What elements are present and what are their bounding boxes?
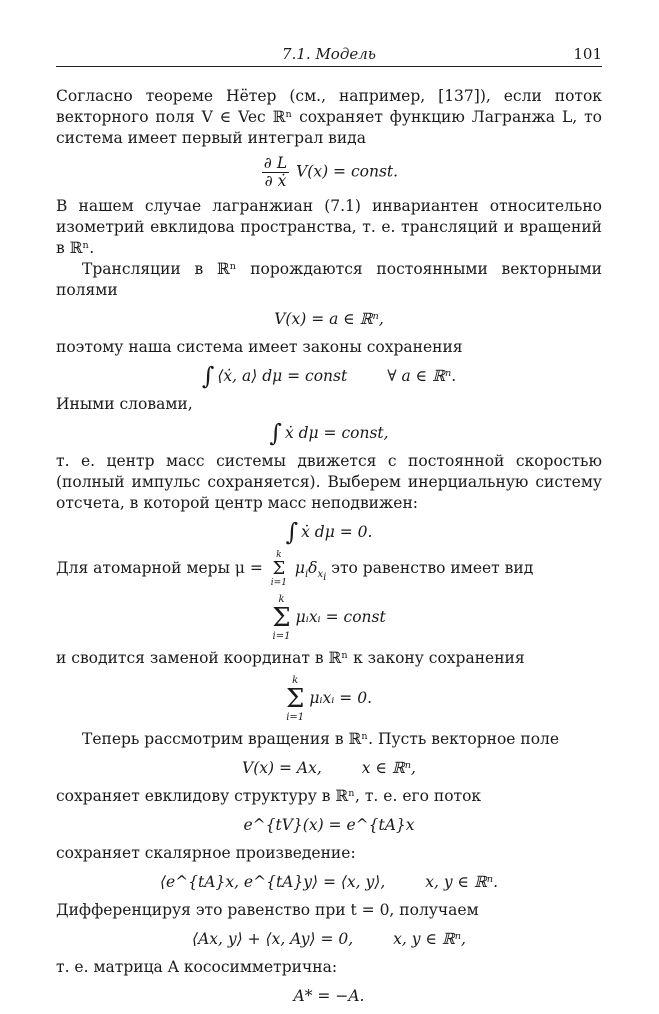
atomic-measure-term: $\mu_i\delta_{x_i}$ xyxy=(294,559,327,584)
formula-derivative xyxy=(56,927,602,951)
formula-integral-momentum xyxy=(56,364,602,388)
integral-sign: ∫ xyxy=(269,419,282,447)
formula-first-integral-rest: V(x) = const. xyxy=(296,162,399,181)
formula-constant-field: V(x) = a ∈ ℝⁿ, xyxy=(274,310,384,328)
formula-integral-momentum-left: ⟨ẋ, a⟩ dμ = const xyxy=(217,367,348,385)
paragraph-isometries: В нашем случае лагранжиан (7.1) инвариантен относительно изометрий евклидова пространства, т. е. трансляций и вращений в ℝⁿ. xyxy=(56,197,602,257)
atomic-measure-text-b: это равенство имеет вид xyxy=(331,559,534,577)
page-number: 101 xyxy=(573,45,602,63)
paragraph-euclidean-structure: сохраняет евклидову структуру в ℝⁿ, т. е. его поток xyxy=(56,787,482,805)
section-title: 7.1. Модель xyxy=(282,45,376,63)
paragraph-center-of-mass: т. е. центр масс системы движется с постоянной скоростью (полный импульс сохраняется). Выберем инерциальную систему отсчета, в которой центр масс неподвижен: xyxy=(56,452,602,512)
integral-sign: ∫ xyxy=(285,518,299,546)
formula-discrete-center xyxy=(56,675,602,723)
formula-total-momentum-body: ẋ dμ = const, xyxy=(284,424,389,442)
fraction-dl-dxdot: $\frac{\partial L}{\text{∂ ẋ}}$ xyxy=(263,154,288,190)
sum-sign: k Σ i=1 xyxy=(285,675,305,723)
inline-sum: k Σ i=1 xyxy=(270,550,287,588)
formula-flow: e^{tV}(x) = e^{tA}x xyxy=(243,816,415,834)
paragraph-atomic-measure xyxy=(56,550,602,588)
paragraph-in-other-words: Иными словами, xyxy=(56,395,193,413)
paragraph-translations: Трансляции в ℝⁿ порождаются постоянными векторными полями xyxy=(56,260,602,299)
formula-discrete-momentum xyxy=(56,594,602,642)
page-body xyxy=(56,86,602,1014)
formula-integral-momentum-right: ∀ a ∈ ℝⁿ. xyxy=(387,367,457,385)
formula-linear-field xyxy=(56,756,602,780)
formula-first-integral xyxy=(56,155,602,190)
formula-inner-product xyxy=(56,870,602,894)
atomic-measure-text-a: Для атомарной меры μ = xyxy=(56,559,263,577)
formula-zero-momentum xyxy=(56,520,602,544)
paragraph-scalar-product: сохраняет скалярное произведение: xyxy=(56,844,356,862)
paragraph-differentiating: Дифференцируя это равенство при t = 0, получаем xyxy=(56,901,479,919)
formula-derivative-left: ⟨Ax, y⟩ + ⟨x, Ay⟩ = 0, xyxy=(192,930,354,948)
formula-linear-field-left: V(x) = Ax, xyxy=(242,759,322,777)
paragraph-conservation: поэтому наша система имеет законы сохранения xyxy=(56,338,463,356)
formula-discrete-center-body: μᵢxᵢ = 0. xyxy=(309,689,372,707)
formula-skew: A* = −A. xyxy=(293,987,365,1005)
formula-linear-field-right: x ∈ ℝⁿ, xyxy=(361,759,416,777)
paragraph-noether: Согласно теореме Нётер (см., например, [137]), если поток векторного поля V ∈ Vec ℝⁿ сохраняет функцию Лагранжа L, то система имеет первый интеграл вида xyxy=(56,87,602,147)
sum-sign: k Σ i=1 xyxy=(272,594,291,642)
formula-total-momentum xyxy=(56,421,602,445)
formula-derivative-right: x, y ∈ ℝⁿ, xyxy=(393,930,466,948)
formula-zero-momentum-body: ẋ dμ = 0. xyxy=(301,523,373,541)
integral-sign: ∫ xyxy=(201,362,215,390)
formula-inner-product-left: ⟨e^{tA}x, e^{tA}y⟩ = ⟨x, y⟩, xyxy=(159,873,386,891)
formula-inner-product-right: x, y ∈ ℝⁿ. xyxy=(425,873,499,891)
paragraph-coordinate-change: и сводится заменой координат в ℝⁿ к закону сохранения xyxy=(56,649,525,667)
formula-discrete-momentum-body: μᵢxᵢ = const xyxy=(295,608,386,626)
paragraph-skew-symmetric: т. е. матрица A кососимметрична: xyxy=(56,958,338,976)
running-header xyxy=(56,44,602,67)
paragraph-rotations: Теперь рассмотрим вращения в ℝⁿ. Пусть векторное поле xyxy=(82,730,560,748)
